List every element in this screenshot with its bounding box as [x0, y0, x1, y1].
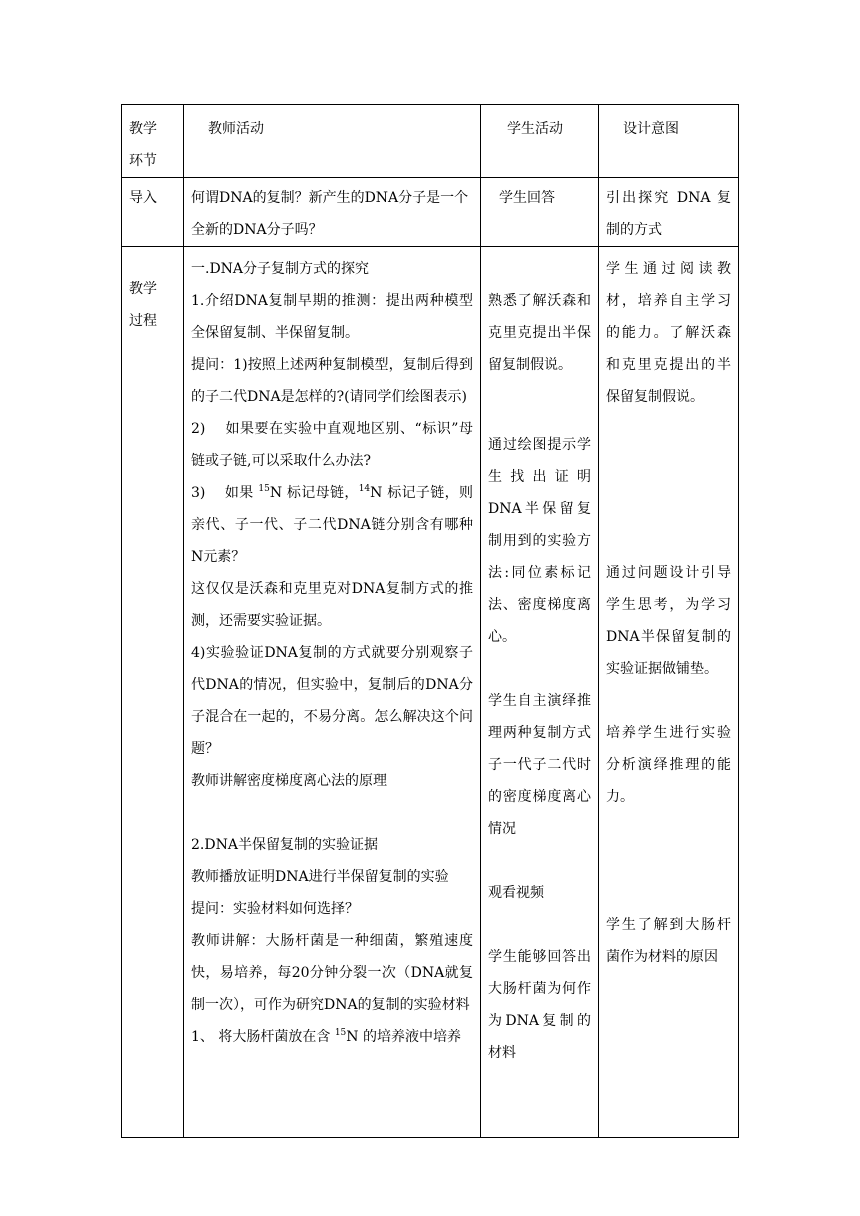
student-s1: 熟悉了解沃森和克里克提出半保留复制假说。 [488, 293, 591, 373]
teacher-p13-sup: 15 [334, 1028, 347, 1038]
intro-design: 引出探究 DNA 复制的方式 [599, 178, 739, 247]
teacher-p5-sup2: 14 [358, 484, 371, 494]
teacher-p5-b: N 标记母链， [269, 485, 359, 501]
process-stage [122, 247, 184, 1138]
process-design [599, 247, 739, 1138]
teacher-p13 [191, 1021, 473, 1053]
student-s2: 通过绘图提示学生找出证明DNA半保留复制用到的实验方法:同位素标记法、密度梯度离心。 [488, 437, 591, 645]
teacher-p12: 教师讲解：大肠杆菌是一种细菌，繁殖速度快，易培养，每20分钟分裂一次（DNA就复制一次），可作为研究DNA的复制的实验材料 [191, 933, 473, 1013]
teacher-p10: 教师播放证明DNA进行半保留复制的实验 [191, 869, 449, 885]
teacher-p8: 教师讲解密度梯度离心法的原理 [191, 773, 387, 789]
teacher-p13-b: N 的培养液中培养 [346, 1029, 461, 1045]
process-row [122, 247, 739, 1138]
intro-stage: 导入 [122, 178, 184, 247]
teacher-p4: 2) 如果要在实验中直观地区别、“标识”母链或子链,可以采取什么办法? [191, 421, 473, 469]
student-s4: 观看视频 [488, 885, 544, 901]
design-d2: 通过问题设计引导学生思考，为学习DNA半保留复制的实验证据做铺垫。 [606, 565, 731, 677]
design-d4: 学生了解到大肠杆菌作为材料的原因 [606, 917, 731, 965]
process-stage-label: 教学过程 [129, 281, 157, 329]
design-d1: 学生通过阅读教材，培养自主学习的能力。了解沃森和克里克提出的半保留复制假说。 [606, 261, 731, 405]
teacher-p6: 这仅仅是沃森和克里克对DNA复制方式的推测，还需要实验证据。 [191, 581, 473, 629]
intro-teacher: 何谓DNA的复制？新产生的DNA分子是一个全新的DNA分子吗？ [184, 178, 481, 247]
header-student: 学生活动 [481, 105, 599, 178]
teacher-p7: 4)实验验证DNA复制的方式就要分别观察子代DNA的情况，但实验中，复制后的DNA分子混合在一起的，不易分离。怎么解决这个问题？ [191, 645, 473, 757]
intro-student: 学生回答 [481, 178, 599, 247]
teacher-p13-a: 1、 将大肠杆菌放在含 [191, 1029, 335, 1045]
teacher-p5 [191, 477, 473, 573]
teacher-p5-c: N 标记子链，则亲代、子一代、子二代DNA链分别含有哪种N元素？ [191, 485, 473, 565]
header-row [122, 105, 739, 178]
intro-row [122, 178, 739, 247]
teacher-p1: 一.DNA分子复制方式的探究 [191, 261, 370, 277]
process-student [481, 247, 599, 1138]
teacher-p5-a: 3) 如果 [191, 485, 259, 501]
lesson-plan-table [121, 104, 739, 1138]
teacher-p9: 2.DNA半保留复制的实验证据 [191, 837, 378, 853]
header-design: 设计意图 [599, 105, 739, 178]
teacher-p11: 提问：实验材料如何选择？ [191, 901, 359, 917]
header-teacher: 教师活动 [184, 105, 481, 178]
teacher-p3: 提问：1)按照上述两种复制模型，复制后得到的子二代DNA是怎样的?(请同学们绘图表示) [191, 357, 473, 405]
design-d3: 培养学生进行实验分析演绎推理的能力。 [606, 725, 731, 805]
process-teacher [184, 247, 481, 1138]
teacher-p5-sup1: 15 [258, 484, 270, 494]
header-stage: 教学环节 [122, 105, 184, 178]
student-s3: 学生自主演绎推理两种复制方式子一代子二代时的密度梯度离心情况 [488, 693, 591, 837]
teacher-p2: 1.介绍DNA复制早期的推测：提出两种模型全保留复制、半保留复制。 [191, 293, 473, 341]
student-s5: 学生能够回答出大肠杆菌为何作为DNA复制的材料 [488, 949, 591, 1061]
